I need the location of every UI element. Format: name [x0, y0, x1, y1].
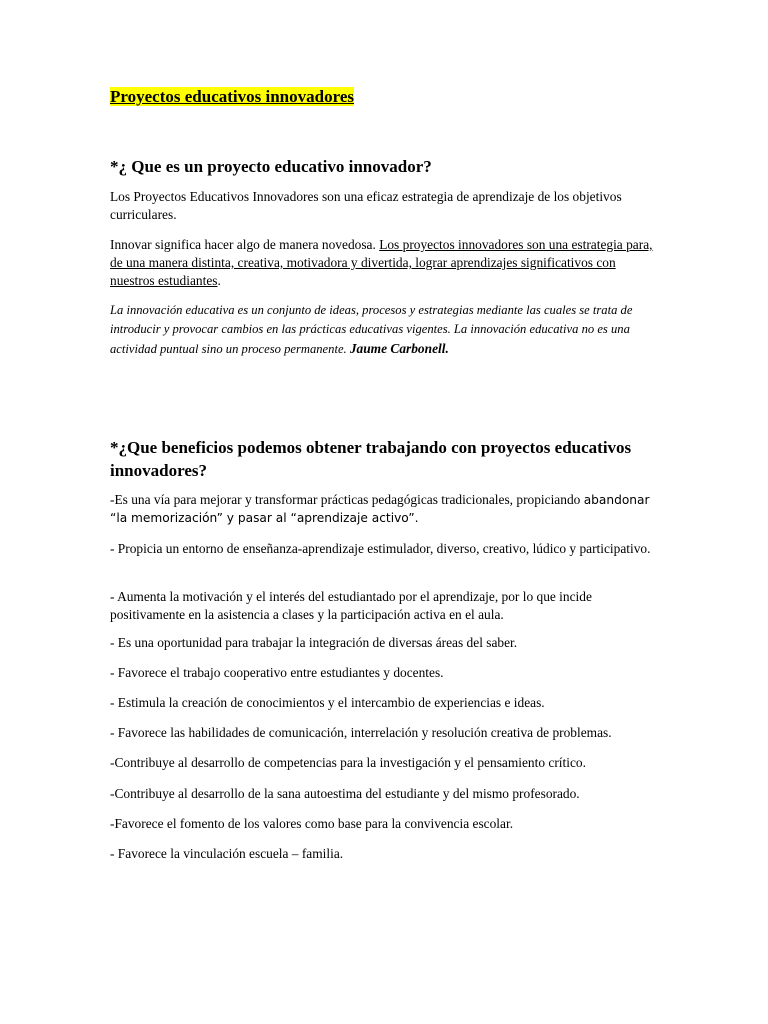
section2-heading: *¿Que beneficios podemos obtener trabajando con proyectos educativos innovadores?: [110, 438, 632, 480]
section1-paragraph-1: Los Proyectos Educativos Innovadores son una eficaz estrategia de aprendizaje de los objetivos curriculares.: [110, 189, 622, 222]
paragraph-2-underlined: Los proyectos innovadores son una estrategia para, de una manera distinta, creativa, motivadora y divertida, lograr aprendizajes significativos con nuestros estudiantes: [110, 237, 653, 288]
document-title-text: Proyectos educativos innovadores: [110, 87, 354, 106]
benefit-item-11: - Favorece la vinculación escuela – familia.: [110, 846, 344, 861]
section1-paragraph-2: [110, 236, 658, 290]
benefit-item-2: - Propicia un entorno de enseñanza-aprendizaje estimulador, diverso, creativo, lúdico y participativo.: [110, 541, 651, 556]
paragraph-2-end: .: [217, 273, 221, 288]
benefit-item-4: - Es una oportunidad para trabajar la integración de diversas áreas del saber.: [110, 635, 518, 650]
benefit-item-7: - Favorece las habilidades de comunicación, interrelación y resolución creativa de problemas.: [110, 725, 612, 740]
benefit-item-9: -Contribuye al desarrollo de la sana autoestima del estudiante y del mismo profesorado.: [110, 786, 580, 801]
section1-heading: *¿ Que es un proyecto educativo innovador?: [110, 157, 432, 176]
quote-paragraph: [110, 301, 658, 359]
benefit-item-6: - Estimula la creación de conocimientos y el intercambio de experiencias e ideas.: [110, 695, 545, 710]
benefit-item-5: - Favorece el trabajo cooperativo entre estudiantes y docentes.: [110, 665, 444, 680]
paragraph-2-plain: Innovar significa hacer algo de manera novedosa.: [110, 237, 380, 252]
quote-text: La innovación educativa es un conjunto de ideas, procesos y estrategias mediante las cuales se trata de introducir y provocar cambios en las prácticas educativas vigentes. La innovación educativa no es una actividad puntual sino un proceso permanente.: [110, 303, 633, 356]
benefit-item-8: -Contribuye al desarrollo de competencias para la investigación y el pensamiento crítico.: [110, 755, 586, 770]
quote-author: Jaume Carbonell.: [349, 341, 449, 356]
document-title: [110, 86, 354, 108]
benefit-item-3: - Aumenta la motivación y el interés del estudiantado por el aprendizaje, por lo que incide positivamente en la asistencia a clases y la participación activa en el aula.: [110, 589, 592, 622]
benefit-item-10: -Favorece el fomento de los valores como base para la convivencia escolar.: [110, 816, 514, 831]
benefit-item-1: [110, 491, 658, 527]
benefit-item-1-part1: -Es una vía para mejorar y transformar prácticas pedagógicas tradicionales, propiciando: [110, 492, 584, 507]
benefit-item-1-part2: abandonar “la memorización” y pasar al “aprendizaje activo”.: [110, 493, 650, 525]
